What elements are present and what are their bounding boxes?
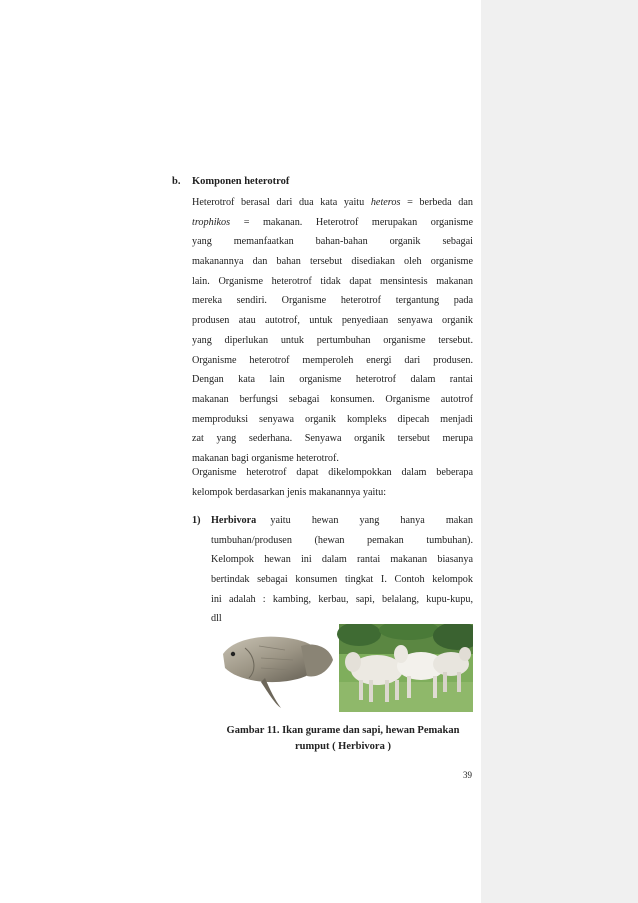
list-line: tumbuhan/produsen (hewan pemakan tumbuhan). xyxy=(211,534,473,546)
list-item-first-line xyxy=(211,511,473,531)
paragraph-line xyxy=(192,390,473,410)
line-italic-term: trophikos xyxy=(192,216,231,228)
paragraph-heterotrof-groups xyxy=(192,463,473,502)
gourami-fish-photo xyxy=(223,637,333,708)
line-text: Dengan kata lain organisme heterotrof dalam rantai xyxy=(192,374,473,386)
paragraph-line xyxy=(192,272,473,292)
line-text-rest: = berbeda dan xyxy=(400,197,473,208)
paragraph-line xyxy=(192,252,473,272)
figure-caption xyxy=(211,723,475,755)
line-text: yang memanfaatkan bahan-bahan organik sebagai xyxy=(192,236,473,248)
paragraph-line: kelompok berdasarkan jenis makanannya yaitu: xyxy=(192,486,387,498)
list-line: bertindak sebagai konsumen tingkat I. Contoh kelompok xyxy=(211,574,473,586)
figure-herbivores xyxy=(215,624,473,712)
line-text-rest: = makanan. Heterotrof merupakan organisme xyxy=(230,216,473,228)
caption-line-1: Gambar 11. Ikan gurame dan sapi, hewan Pemakan xyxy=(226,725,460,736)
list-number: 1) xyxy=(192,515,201,526)
paragraph-line xyxy=(192,291,473,311)
paragraph-line xyxy=(192,331,473,351)
paragraph-heterotrof-definition xyxy=(192,193,473,469)
paragraph-line xyxy=(192,213,473,233)
line-text: makanan berfungsi sebagai konsumen. Organisme autotrof xyxy=(192,393,473,405)
paragraph-line xyxy=(192,232,473,252)
line-text: Organisme heterotrof memperoleh energi dari produsen. xyxy=(192,354,473,366)
paragraph-line xyxy=(192,193,473,213)
caption-line-2: rumput ( Herbivora ) xyxy=(295,741,391,752)
line-italic-term: heteros xyxy=(370,197,401,208)
line-text: produsen atau autotrof, untuk penyediaan senyawa organik xyxy=(192,315,473,327)
page-number: 39 xyxy=(463,770,472,780)
section-heading xyxy=(172,175,472,189)
list-item-body xyxy=(211,511,473,629)
list-line: Kelompok hewan ini dalam rantai makanan biasanya xyxy=(211,554,473,566)
comment-sidebar xyxy=(481,0,638,903)
paragraph-line: Organisme heterotrof dapat dikelompokkan dalam beberapa xyxy=(192,467,473,478)
section-letter: b. xyxy=(172,176,181,187)
line-text: mereka sendiri. Organisme heterotrof tergantung pada xyxy=(192,295,473,307)
line-text: Heterotrof berasal dari dua kata yaitu xyxy=(192,197,371,208)
line-text: zat yang sederhana. Senyawa organik tersebut merupa xyxy=(192,433,473,445)
line-text: memproduksi senyawa organik kompleks dipecah menjadi xyxy=(192,413,473,425)
paragraph-line xyxy=(192,429,473,449)
line-text: yang diperlukan untuk pertumbuhan organisme tersebut. xyxy=(192,334,473,346)
list-line: ini adalah : kambing, kerbau, sapi, belalang, kupu-kupu, xyxy=(211,593,473,605)
line-text: makanannya dan bahan tersebut disediakan oleh organisme xyxy=(192,256,473,268)
paragraph-line xyxy=(192,370,473,390)
paragraph-line xyxy=(192,311,473,331)
line-text: makanan bagi organisme heterotrof. xyxy=(192,452,339,464)
section-title: Komponen heterotrof xyxy=(192,176,290,187)
paragraph-line xyxy=(192,410,473,430)
paragraph-line xyxy=(192,351,473,371)
list-line: dll xyxy=(211,613,222,625)
white-cattle-photo xyxy=(337,624,473,712)
list-term: Herbivora xyxy=(211,515,257,526)
list-first-line-rest: yaitu hewan yang hanya makan xyxy=(256,515,473,526)
line-text: lain. Organisme heterotrof tidak dapat mensintesis makanan xyxy=(192,275,473,287)
